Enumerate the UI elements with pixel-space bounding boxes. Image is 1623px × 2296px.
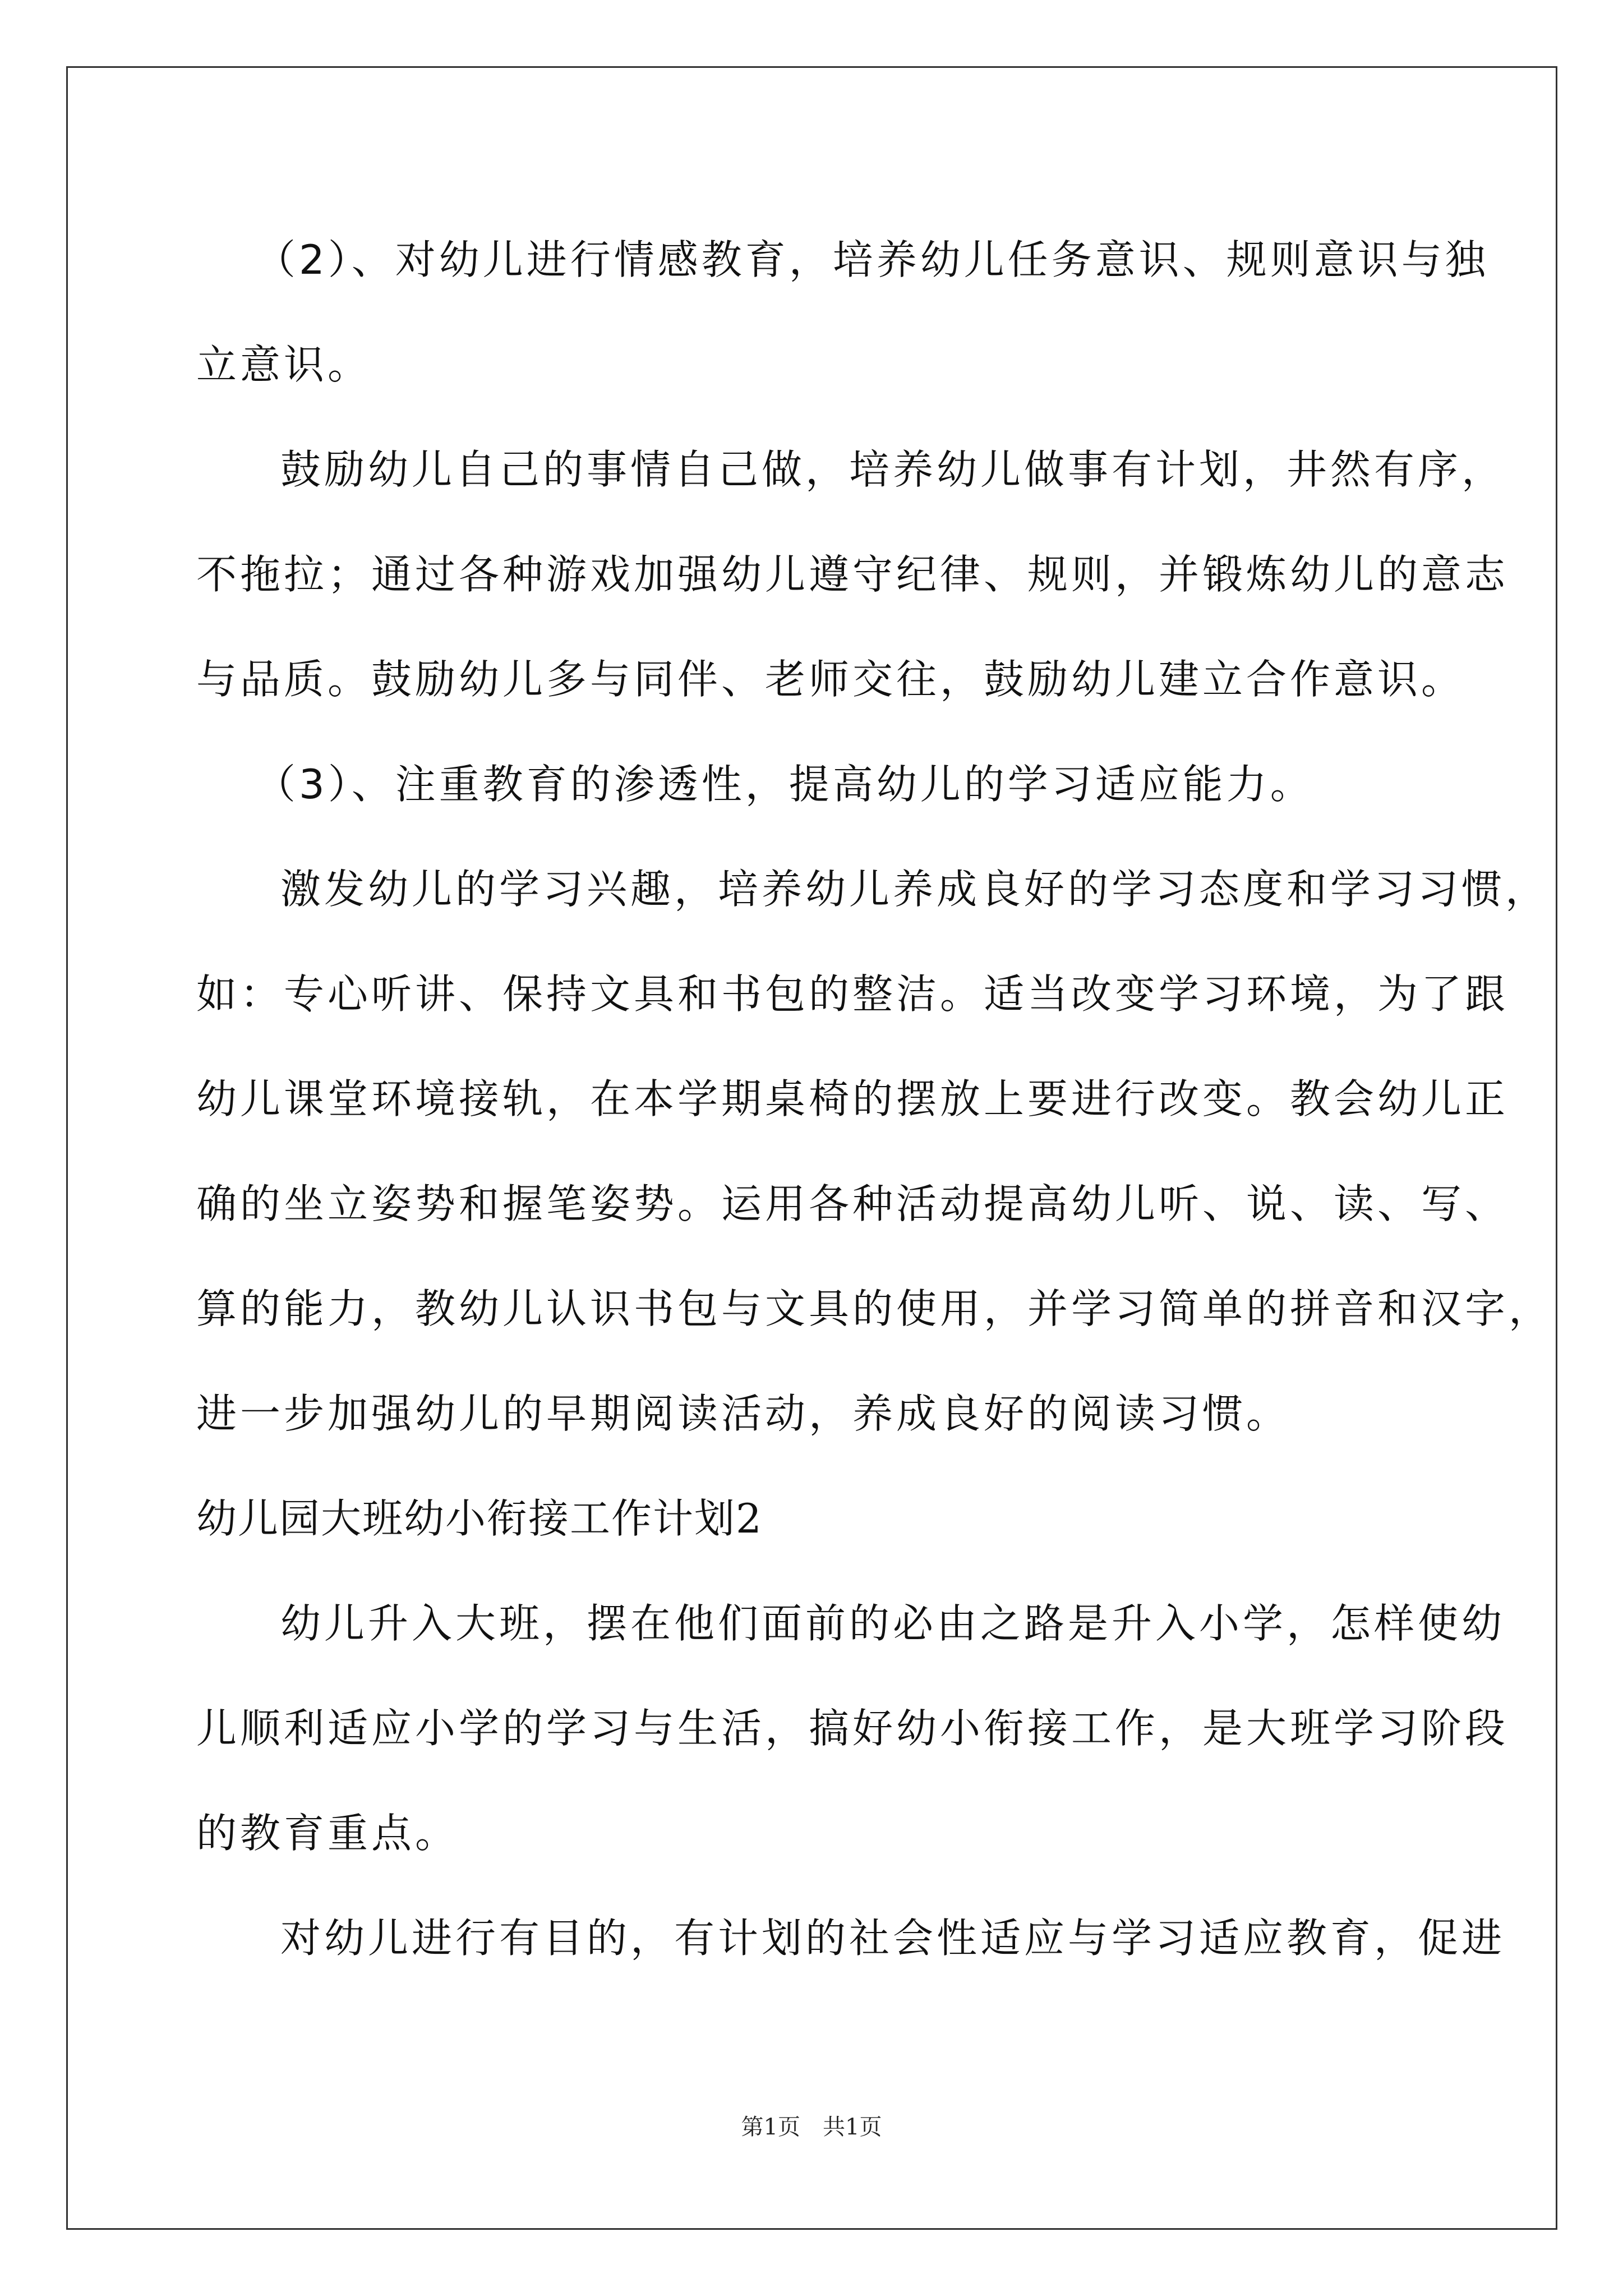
text-line: 激发幼儿的学习兴趣，培养幼儿养成良好的学习态度和学习习惯， <box>280 866 1550 913</box>
text-line: （3）、注重教育的渗透性，提高幼儿的学习适应能力。 <box>255 761 1314 808</box>
text-line: 鼓励幼儿自己的事情自己做，培养幼儿做事有计划，井然有序， <box>280 446 1506 493</box>
text-line: 幼儿升入大班，摆在他们面前的必由之路是升入小学，怎样使幼 <box>280 1600 1506 1647</box>
document-body <box>196 208 1553 1991</box>
page-number-label: 第1页 共1页 <box>741 2114 882 2140</box>
section-heading: 幼儿园大班幼小衔接工作计划2 <box>196 1495 763 1542</box>
text-line: 的教育重点。 <box>196 1810 459 1857</box>
text-line: 立意识。 <box>196 341 372 388</box>
text-line: 确的坐立姿势和握笔姿势。运用各种活动提高幼儿听、说、读、写、 <box>196 1180 1509 1227</box>
text-line: 与品质。鼓励幼儿多与同伴、老师交往，鼓励幼儿建立合作意识。 <box>196 656 1465 703</box>
text-line: 算的能力，教幼儿认识书包与文具的使用，并学习简单的拼音和汉字， <box>196 1285 1553 1332</box>
text-line: 幼儿课堂环境接轨，在本学期桌椅的摆放上要进行改变。教会幼儿正 <box>196 1075 1509 1122</box>
text-line: 对幼儿进行有目的，有计划的社会性适应与学习适应教育，促进 <box>280 1915 1506 1962</box>
text-line: 进一步加强幼儿的早期阅读活动，养成良好的阅读习惯。 <box>196 1390 1290 1437</box>
page-footer <box>0 2109 1623 2141</box>
text-line: （2）、对幼儿进行情感教育，培养幼儿任务意识、规则意识与独 <box>255 236 1489 283</box>
text-line: 不拖拉；通过各种游戏加强幼儿遵守纪律、规则，并锻炼幼儿的意志 <box>196 551 1509 598</box>
text-line: 儿顺利适应小学的学习与生活，搞好幼小衔接工作，是大班学习阶段 <box>196 1705 1509 1752</box>
text-line: 如：专心听讲、保持文具和书包的整洁。适当改变学习环境，为了跟 <box>196 970 1509 1018</box>
